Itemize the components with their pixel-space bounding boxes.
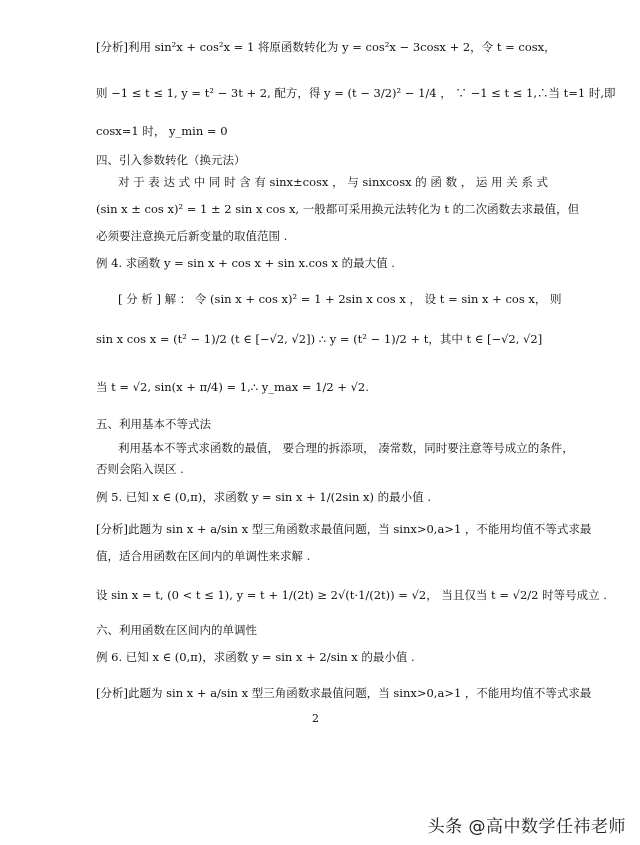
text-line-11: 当 t = √2, sin(x + π/4) = 1,∴ y_max = 1/2 + √2. (96, 380, 369, 394)
example-5-title: 例 5. 已知 x ∈ (0,π)，求函数 y = sin x + 1/(2sin x) 的最小值 . (96, 490, 431, 504)
watermark: 头条 @高中数学任祎老师 (427, 817, 626, 837)
text-line-1: [分析]利用 sin²x + cos²x = 1 将原函数转化为 y = cos²x − 3cosx + 2，令 t = cosx， (96, 40, 556, 54)
text-line-13: 利用基本不等式求函数的最值， 要合理的拆添项， 凑常数，同时要注意等号成立的条件， (118, 441, 574, 455)
text-line-16: [分析]此题为 sin x + a/sin x 型三角函数求最值问题，当 sinx>0,a>1 ，不能用均值不等式求最 (96, 522, 592, 536)
text-line-10: sin x cos x = (t² − 1)/2 (t ∈ [−√2, √2]) ∴ y = (t² − 1)/2 + t，其中 t ∈ [−√2, √2] (96, 332, 543, 346)
text-line-9: [ 分 析 ] 解 ： 令 (sin x + cos x)² = 1 + 2sin x cos x ， 设 t = sin x + cos x， 则 (118, 292, 562, 306)
text-line-2: 则 −1 ≤ t ≤ 1, y = t² − 3t + 2, 配方，得 y = (t − 3/2)² − 1/4 ， ∵ −1 ≤ t ≤ 1,∴当 t=1 时,即 (96, 86, 616, 100)
text-line-3: cosx=1 时， y_min = 0 (96, 124, 228, 138)
example-4-title: 例 4. 求函数 y = sin x + cos x + sin x.cos x 的最大值 . (96, 256, 395, 270)
section-heading-6: 六、利用函数在区间内的单调性 (96, 623, 257, 637)
text-line-18: 设 sin x = t, (0 < t ≤ 1), y = t + 1/(2t) ≥ 2√(t·1/(2t)) = √2， 当且仅当 t = √2/2 时等号成立 . (96, 588, 607, 602)
page-number: 2 (312, 712, 319, 725)
text-line-5: 对 于 表 达 式 中 同 时 含 有 sinx±cosx ， 与 sinxcosx 的 函 数 ， 运 用 关 系 式 (118, 175, 549, 189)
text-line-21: [分析]此题为 sin x + a/sin x 型三角函数求最值问题，当 sinx>0,a>1 ，不能用均值不等式求最 (96, 686, 592, 700)
section-heading-4: 四、引入参数转化（换元法） (96, 153, 246, 167)
text-line-17: 值，适合用函数在区间内的单调性来求解 . (96, 549, 311, 563)
text-line-6: (sin x ± cos x)² = 1 ± 2 sin x cos x, 一般都可采用换元法转化为 t 的二次函数去求最值，但 (96, 202, 580, 216)
text-line-7: 必须要注意换元后新变量的取值范围 . (96, 229, 288, 243)
section-heading-5: 五、利用基本不等式法 (96, 417, 211, 431)
example-6-title: 例 6. 已知 x ∈ (0,π)，求函数 y = sin x + 2/sin x 的最小值 . (96, 650, 415, 664)
text-line-14: 否则会陷入误区 . (96, 462, 184, 476)
